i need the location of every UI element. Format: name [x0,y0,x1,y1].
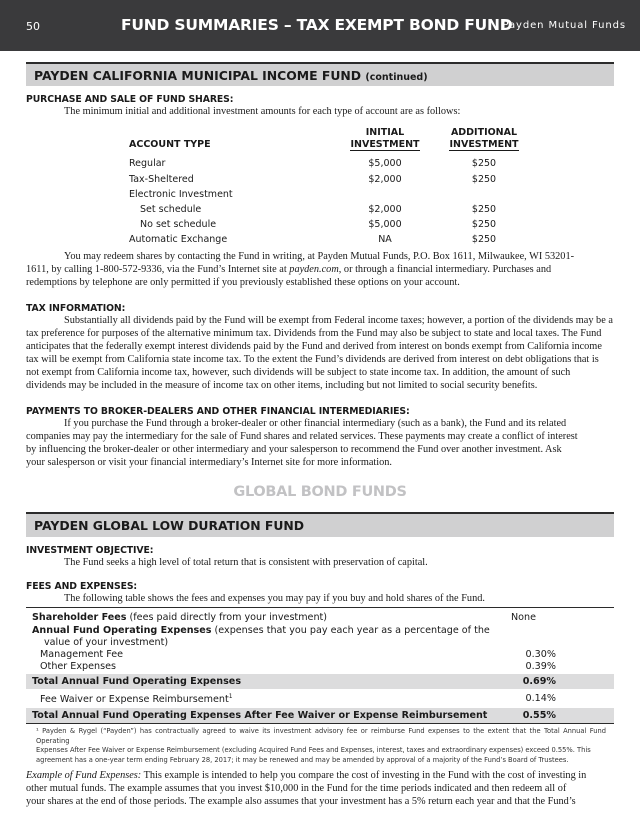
additional-investment: $250 [471,219,497,230]
col-additional-1: ADDITIONAL [450,127,518,138]
account-type: Electronic Investment [129,189,233,200]
initial-investment: $2,000 [368,174,402,185]
global-bond-funds-heading: GLOBAL BOND FUNDS [233,484,407,500]
total-expenses-row: Total Annual Fund Operating Expenses 0.69% [26,674,614,689]
fees-intro: The following table shows the fees and expenses you may pay if you buy and hold shares of the Fund. [64,593,485,604]
purchase-intro: The minimum initial and additional investment amounts for each type of account are as follows: [64,106,461,117]
tax-text: Substantially all dividends paid by the Fund will be exempt from Federal income taxes; however, a portion of the dividends may be a [64,315,613,326]
account-type: Regular [129,158,166,169]
account-type: Tax-Sheltered [129,174,194,185]
broker-text: companies may pay the intermediary for the sale of Fund shares and related services. These payments may create a conflict of interest [26,431,578,442]
initial-investment: $5,000 [368,219,402,230]
broker-text: by influencing the broker-dealer or other intermediary and your salesperson to recommend the Fund over another investment. Ask [26,444,562,455]
broker-text: your salesperson or visit your financial intermediary’s Internet site for more information. [26,457,393,468]
initial-investment: NA [378,234,392,245]
purchase-heading: PURCHASE AND SALE OF FUND SHARES: [26,94,234,105]
redeem-text-3: redemptions by telephone are only permitted if you previously established these options on your account. [26,277,460,288]
tax-text: tax will be exempt from California state income tax. To the extent the Fund’s dividends are derived from interest on debt obligations that is [26,354,599,365]
account-type: Automatic Exchange [129,234,228,245]
page-header-title: FUND SUMMARIES – TAX EXEMPT BOND FUND [121,16,513,34]
col-initial-2: INVESTMENT [350,139,420,150]
total-after-waiver-row: Total Annual Fund Operating Expenses After Fee Waiver or Expense Reimbursement 0.55% [26,708,614,723]
example-text-3: your shares at the end of those periods. The example also assumes that your investment has a 5% return each year and that the Fund’s [26,796,576,807]
initial-investment: $2,000 [368,204,402,215]
fees-heading: FEES AND EXPENSES: [26,581,138,592]
fees-footnote: ¹ Payden & Rygel (“Payden”) has contractually agreed to waive its investment advisory fee or reimburse Fund expenses to the extent that the Total Annual Fund Operating Expenses After Fee Waiver or Expense Reimbursement (excluding Acquired Fund Fees and Expenses, interest, taxes and extraordinary expenses) exceed 0.55%. This agreement has a one-year term ending February 28, 2017; it may be renewed and may be amended by approval of a majority of the Fund’s Board of Trustees. [36,727,606,764]
example-text-1: Example of Fund Expenses: This example is intended to help you compare the cost of investing in the Fund with the cost of investing in [26,770,587,781]
fees-table-bottom-rule [26,723,614,724]
additional-investment: $250 [471,158,497,169]
tax-text: anticipates that the federally exempt interest dividends paid by the Fund and derived from interest on bonds exempt from California income [26,341,602,352]
tax-text: dividends may be included in the measure of income tax on other items, including but not limited to social security benefits. [26,380,538,391]
broker-text: If you purchase the Fund through a broker-dealer or other financial intermediary (such as a bank), the Fund and its related [64,418,567,429]
account-type: No set schedule [140,219,217,230]
tax-text: not exempt from California income tax, however, such dividends will be subject to state income tax. In addition, the amount of such [26,367,571,378]
broker-heading: PAYMENTS TO BROKER-DEALERS AND OTHER FINANCIAL INTERMEDIARIES: [26,406,410,417]
col-additional-2: INVESTMENT [449,139,519,150]
initial-investment: $5,000 [368,158,402,169]
objective-text: The Fund seeks a high level of total return that is consistent with preservation of capital. [64,557,428,568]
additional-investment: $250 [471,174,497,185]
example-text-2: other mutual funds. The example assumes that you invest $10,000 in the Fund for the time periods indicated and then redeem all of [26,783,567,794]
section-title: PAYDEN CALIFORNIA MUNICIPAL INCOME FUND (continued) [34,68,428,83]
fees-table: Shareholder Fees (fees paid directly from your investment) None Annual Fund Operating Expenses (expenses that you pay each year as a percentage of the value of your investment) Management Fee 0.30% Other Expenses 0.39% Total Annual Fund Operating Expenses 0.69% Fee Waiver or Expense Reimbursement$^1$ 0.14% Total Annual Fund Operating Expenses After Fee Waiver or Expense Reimbursement 0.55% [26,607,614,608]
section-title: PAYDEN GLOBAL LOW DURATION FUND [34,518,305,533]
brand-name: Payden Mutual Funds [502,20,626,31]
additional-investment: $250 [471,204,497,215]
col-initial-1: INITIAL [365,127,405,138]
redeem-text-1: You may redeem shares by contacting the Fund in writing, at Payden Mutual Funds, P.O. Box 1611, Milwaukee, WI 53201- [64,251,575,262]
account-type: Set schedule [140,204,202,215]
section-title-bar [26,62,614,86]
tax-heading: TAX INFORMATION: [26,303,126,314]
additional-investment: $250 [471,234,497,245]
objective-heading: INVESTMENT OBJECTIVE: [26,545,154,556]
col-account-type: ACCOUNT TYPE [129,139,211,150]
redeem-text-2: 1611, by calling 1-800-572-9336, via the Fund’s Internet site at payden.com, or through a financial intermediary. Purchases and [26,264,552,275]
page-header [0,0,640,51]
section-title-bar [26,512,614,537]
tax-text: tax preference for purposes of the alternative minimum tax. Dividends from the Fund may also be subject to state and local taxes. The Fund [26,328,602,339]
page-number: 50 [26,20,40,33]
